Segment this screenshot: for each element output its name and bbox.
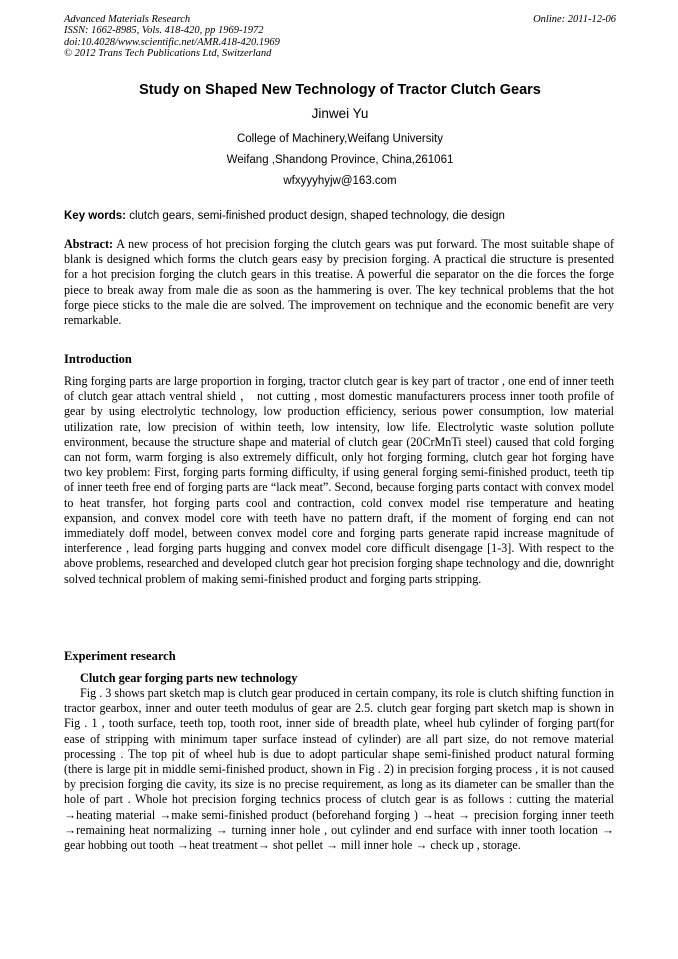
affiliation-line-2: Weifang ,Shandong Province, China,261061 [226,154,454,166]
keywords-text: clutch gears, semi-finished product design, shaped technology, die design [126,210,505,222]
journal-header [64,14,616,60]
experiment-subheading: Clutch gear forging parts new technology [80,671,298,685]
online-date: Online: 2011-12-06 [533,14,616,25]
abstract [64,237,614,328]
experiment-text: Fig . 3 shows part sketch map is clutch gear produced in certain company, its role is clutch shifting function in tractor gearbox, inner and outer teeth modulus of gear are 2.5. clutch gear forging part sketch map is shown in Fig . 1 , tooth surface, teeth top, tooth root, inner side of breadth plate, wheel hub cylinder of forging part(for ease of stripping with minimum taper surface instead of cylinder) are all part size, do not remove material processing . The top pit of wheel hub is due to adopt particular shape semi-finished product natural forming (there is large pit in middle semi-finished product, shown in Fig . 2) in precision forging process , it is not caused by precision forging die cavity, its size is no precise requirement, as long as its diameter can be smaller than the hole of part . Whole hot precision forging technics process of clutch gear is as follows : cutting the material →heating material →make semi-finished product (beforehand forging ) →heat → precision forging inner teeth →remaining heat normalizing → turning inner hole , out cylinder and end surface with inner tooth location → gear hobbing out tooth →heat treatment→ shot pellet → mill inner hole → check up , storage. [64,686,614,853]
author-email[interactable]: wfxyyyhyjw@163.com [283,175,397,187]
introduction-heading: Introduction [64,352,132,366]
abstract-label: Abstract: [64,237,114,251]
keywords-label: Key words: [64,210,126,222]
abstract-text: A new process of hot precision forging the clutch gears was put forward. The most suitable shape of blank is designed which forms the clutch gears easy by precision forging. A practical die structure is presented for a hot precision forging the clutch gears in this treatise. A powerful die separator on the die forces the forge piece to break away from male die as soon as the hammering is over. The key technical problems that the hot forge piece sticks to the male die are solved. The improvement on technique and the economic benefit are very remarkable. [64,237,614,328]
affiliation-line-1: College of Machinery,Weifang University [236,133,444,145]
copyright-line: © 2012 Trans Tech Publications Ltd, Switzerland [64,48,272,60]
paper-title: Study on Shaped New Technology of Tractor Clutch Gears [139,82,541,98]
author-name: Jinwei Yu [311,106,369,121]
journal-name: Advanced Materials Research [64,14,191,25]
doi-line[interactable]: doi:10.4028/www.scientific.net/AMR.418-420.1969 [64,36,280,48]
keywords [64,209,616,223]
experiment-heading: Experiment research [64,649,176,663]
introduction-text: Ring forging parts are large proportion in forging, tractor clutch gear is key part of tractor , one end of inner teeth of clutch gear attach ventral shield ， not cutting , most domestic manufacturers process inner tooth profile of gear by using electrolytic technology, low production efficiency, serious power consumption, low material utilization rate, low precision of within teeth, low intensity, low life. Electrolytic waste solution pollute environment, because the structure shape and material of clutch gear (20CrMnTi steel) caused that cold forging can not form, warm forging is also extremely difficult, only hot forging forming, clutch gear hot forging have two key problem: First, forging parts forming difficulty, if using general forging semi-finished product, teeth tip of inner teeth free end of forging parts are “lack meat”. Second, because forging parts contact with convex model to heat transfer, hot forging parts cool and contraction, cold convex model rise temperature and heating expansion, and convex model core with teeth have no pattern draft, if the moment of forging end can not immediately doff model, between convex model core and forging parts generate rapid increase magnitude of interference , lead forging parts hugging and convex model core difficult disengage [1-3]. With respect to the above problems, researched and developed clutch gear hot precision forging shape technology and die, downright solved technical problem of making semi-finished product and forging parts stripping. [64,374,614,586]
issn-line: ISSN: 1662-8985, Vols. 418-420, pp 1969-1972 [64,25,264,37]
